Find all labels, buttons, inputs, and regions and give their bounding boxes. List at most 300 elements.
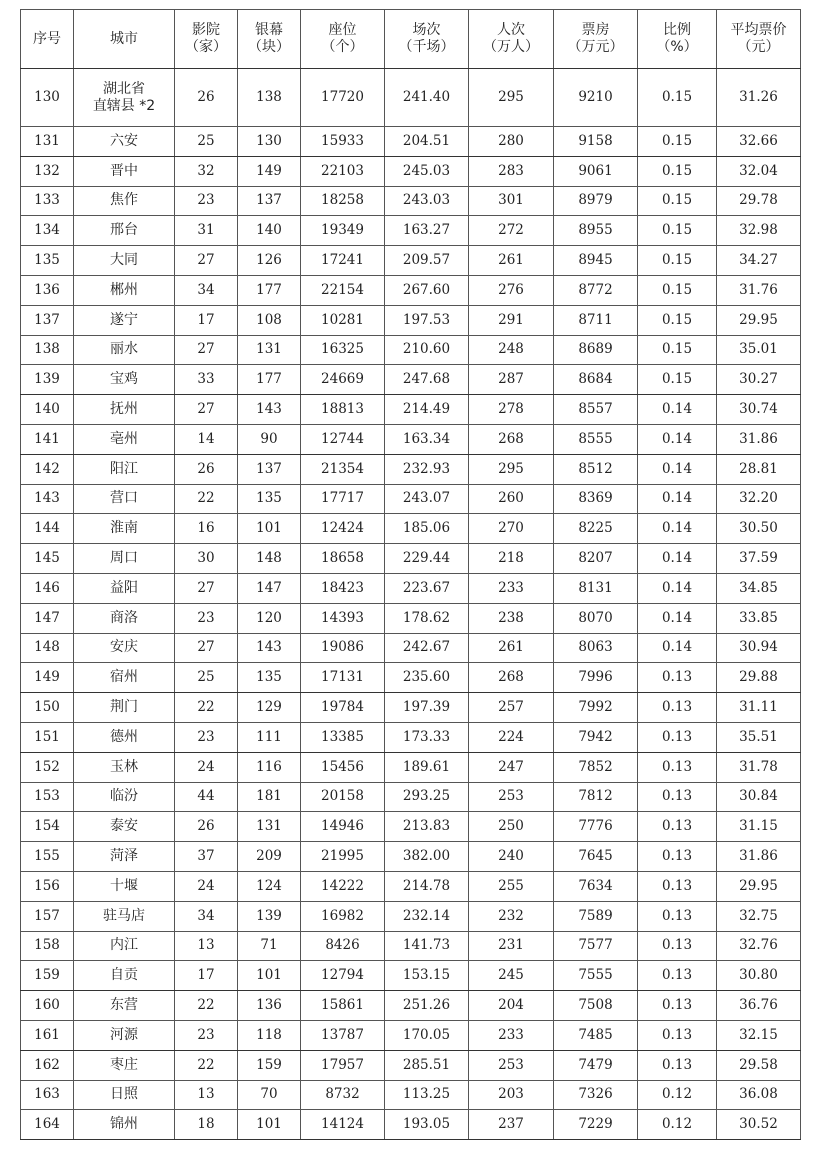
cell-shows: 153.15 bbox=[385, 961, 469, 991]
cell-box-office: 8945 bbox=[554, 246, 638, 276]
cell-admissions: 261 bbox=[469, 633, 554, 663]
cell-cinemas: 13 bbox=[175, 1080, 238, 1110]
cell-share: 0.15 bbox=[638, 216, 717, 246]
cell-seats: 15456 bbox=[301, 752, 385, 782]
cell-share: 0.13 bbox=[638, 961, 717, 991]
cell-seq: 146 bbox=[21, 573, 74, 603]
cell-avg-price: 31.78 bbox=[717, 752, 801, 782]
cell-share: 0.13 bbox=[638, 1020, 717, 1050]
cell-seats: 24669 bbox=[301, 365, 385, 395]
cell-box-office: 7812 bbox=[554, 782, 638, 812]
cell-avg-price: 33.85 bbox=[717, 603, 801, 633]
cell-shows: 232.14 bbox=[385, 901, 469, 931]
cell-admissions: 204 bbox=[469, 991, 554, 1021]
cell-admissions: 287 bbox=[469, 365, 554, 395]
cell-screens: 140 bbox=[238, 216, 301, 246]
cell-cinemas: 26 bbox=[175, 69, 238, 127]
cell-seq: 159 bbox=[21, 961, 74, 991]
cell-seats: 17720 bbox=[301, 69, 385, 127]
cell-box-office: 7942 bbox=[554, 722, 638, 752]
cell-seq: 133 bbox=[21, 186, 74, 216]
cell-cinemas: 27 bbox=[175, 395, 238, 425]
cell-screens: 116 bbox=[238, 752, 301, 782]
cell-city: 商洛 bbox=[74, 603, 175, 633]
cell-admissions: 255 bbox=[469, 871, 554, 901]
cell-seq: 143 bbox=[21, 484, 74, 514]
table-row bbox=[21, 901, 801, 931]
cell-avg-price: 30.27 bbox=[717, 365, 801, 395]
table-row bbox=[21, 395, 801, 425]
cell-shows: 382.00 bbox=[385, 842, 469, 872]
cell-city: 阳江 bbox=[74, 454, 175, 484]
cell-seats: 19349 bbox=[301, 216, 385, 246]
cell-shows: 214.78 bbox=[385, 871, 469, 901]
table-row bbox=[21, 1110, 801, 1140]
cell-cinemas: 30 bbox=[175, 544, 238, 574]
cell-box-office: 8369 bbox=[554, 484, 638, 514]
cell-cinemas: 22 bbox=[175, 484, 238, 514]
cell-shows: 189.61 bbox=[385, 752, 469, 782]
cell-seats: 18813 bbox=[301, 395, 385, 425]
cell-avg-price: 31.26 bbox=[717, 69, 801, 127]
cell-shows: 193.05 bbox=[385, 1110, 469, 1140]
cell-avg-price: 32.75 bbox=[717, 901, 801, 931]
cell-city: 大同 bbox=[74, 246, 175, 276]
cell-city: 泰安 bbox=[74, 812, 175, 842]
cell-seq: 160 bbox=[21, 991, 74, 1021]
cell-cinemas: 13 bbox=[175, 931, 238, 961]
cell-box-office: 7992 bbox=[554, 693, 638, 723]
cell-shows: 243.07 bbox=[385, 484, 469, 514]
header-label: 场次 bbox=[412, 22, 441, 38]
cell-shows: 243.03 bbox=[385, 186, 469, 216]
cell-shows: 245.03 bbox=[385, 156, 469, 186]
cell-cinemas: 34 bbox=[175, 275, 238, 305]
cell-seats: 22154 bbox=[301, 275, 385, 305]
header-col-shows bbox=[385, 10, 469, 69]
cell-cinemas: 32 bbox=[175, 156, 238, 186]
cell-cinemas: 17 bbox=[175, 305, 238, 335]
table-row bbox=[21, 573, 801, 603]
cell-seq: 134 bbox=[21, 216, 74, 246]
table-row bbox=[21, 991, 801, 1021]
cell-box-office: 7776 bbox=[554, 812, 638, 842]
table-row bbox=[21, 424, 801, 454]
cell-box-office: 8772 bbox=[554, 275, 638, 305]
cell-box-office: 8555 bbox=[554, 424, 638, 454]
header-label: 票房 bbox=[581, 22, 610, 38]
cell-screens: 111 bbox=[238, 722, 301, 752]
cell-admissions: 276 bbox=[469, 275, 554, 305]
cell-box-office: 7852 bbox=[554, 752, 638, 782]
cell-box-office: 8131 bbox=[554, 573, 638, 603]
cell-city: 宝鸡 bbox=[74, 365, 175, 395]
cell-screens: 135 bbox=[238, 663, 301, 693]
cell-seats: 18423 bbox=[301, 573, 385, 603]
cell-city: 郴州 bbox=[74, 275, 175, 305]
cell-seats: 21995 bbox=[301, 842, 385, 872]
cell-seq: 153 bbox=[21, 782, 74, 812]
cell-box-office: 8512 bbox=[554, 454, 638, 484]
cell-city: 东营 bbox=[74, 991, 175, 1021]
cell-share: 0.13 bbox=[638, 693, 717, 723]
cell-box-office: 7555 bbox=[554, 961, 638, 991]
cell-shows: 197.53 bbox=[385, 305, 469, 335]
cell-screens: 148 bbox=[238, 544, 301, 574]
cell-seats: 13787 bbox=[301, 1020, 385, 1050]
table-row bbox=[21, 127, 801, 157]
cell-admissions: 253 bbox=[469, 1050, 554, 1080]
header-col-seats bbox=[301, 10, 385, 69]
cell-admissions: 232 bbox=[469, 901, 554, 931]
cell-seats: 18258 bbox=[301, 186, 385, 216]
cell-cinemas: 27 bbox=[175, 246, 238, 276]
cell-avg-price: 30.74 bbox=[717, 395, 801, 425]
cell-screens: 138 bbox=[238, 69, 301, 127]
cell-shows: 163.34 bbox=[385, 424, 469, 454]
cell-city: 宿州 bbox=[74, 663, 175, 693]
cell-avg-price: 29.58 bbox=[717, 1050, 801, 1080]
cell-seats: 14393 bbox=[301, 603, 385, 633]
cell-city: 日照 bbox=[74, 1080, 175, 1110]
cell-share: 0.15 bbox=[638, 156, 717, 186]
cell-box-office: 7508 bbox=[554, 991, 638, 1021]
cell-seq: 148 bbox=[21, 633, 74, 663]
cell-seats: 10281 bbox=[301, 305, 385, 335]
cell-admissions: 233 bbox=[469, 573, 554, 603]
cell-seq: 140 bbox=[21, 395, 74, 425]
cell-share: 0.13 bbox=[638, 722, 717, 752]
cell-shows: 178.62 bbox=[385, 603, 469, 633]
cell-seq: 150 bbox=[21, 693, 74, 723]
table-row bbox=[21, 156, 801, 186]
cell-screens: 139 bbox=[238, 901, 301, 931]
header-label: 序号 bbox=[33, 30, 61, 47]
header-label: 银幕 bbox=[255, 22, 283, 38]
cell-seq: 163 bbox=[21, 1080, 74, 1110]
header-unit: （家） bbox=[185, 39, 227, 55]
cell-seq: 151 bbox=[21, 722, 74, 752]
cell-admissions: 291 bbox=[469, 305, 554, 335]
cell-share: 0.14 bbox=[638, 395, 717, 425]
cell-shows: 197.39 bbox=[385, 693, 469, 723]
cell-avg-price: 30.94 bbox=[717, 633, 801, 663]
cell-box-office: 8955 bbox=[554, 216, 638, 246]
cell-avg-price: 32.76 bbox=[717, 931, 801, 961]
cell-screens: 101 bbox=[238, 961, 301, 991]
cell-screens: 90 bbox=[238, 424, 301, 454]
cell-seq: 156 bbox=[21, 871, 74, 901]
cell-share: 0.12 bbox=[638, 1080, 717, 1110]
cell-admissions: 268 bbox=[469, 424, 554, 454]
cell-seq: 157 bbox=[21, 901, 74, 931]
cell-cinemas: 22 bbox=[175, 991, 238, 1021]
cell-city: 晋中 bbox=[74, 156, 175, 186]
cell-box-office: 7326 bbox=[554, 1080, 638, 1110]
cell-box-office: 9210 bbox=[554, 69, 638, 127]
cell-avg-price: 35.51 bbox=[717, 722, 801, 752]
cell-city: 荆门 bbox=[74, 693, 175, 723]
cell-screens: 177 bbox=[238, 275, 301, 305]
cell-screens: 101 bbox=[238, 1110, 301, 1140]
header-unit: （%） bbox=[656, 39, 698, 55]
header-col-share bbox=[638, 10, 717, 69]
cell-seq: 142 bbox=[21, 454, 74, 484]
table-row bbox=[21, 216, 801, 246]
cell-seq: 137 bbox=[21, 305, 74, 335]
cell-cinemas: 26 bbox=[175, 454, 238, 484]
cell-cinemas: 23 bbox=[175, 722, 238, 752]
header-unit: （个） bbox=[321, 39, 364, 55]
cell-seq: 145 bbox=[21, 544, 74, 574]
cell-share: 0.13 bbox=[638, 901, 717, 931]
cell-avg-price: 30.84 bbox=[717, 782, 801, 812]
cell-admissions: 270 bbox=[469, 514, 554, 544]
cell-shows: 214.49 bbox=[385, 395, 469, 425]
cell-avg-price: 29.78 bbox=[717, 186, 801, 216]
cell-seats: 17957 bbox=[301, 1050, 385, 1080]
cell-seats: 14124 bbox=[301, 1110, 385, 1140]
cell-shows: 185.06 bbox=[385, 514, 469, 544]
cell-seats: 17717 bbox=[301, 484, 385, 514]
cell-cinemas: 27 bbox=[175, 335, 238, 365]
header-col-seq bbox=[21, 10, 74, 69]
header-unit: （块） bbox=[248, 39, 290, 55]
cell-seats: 16325 bbox=[301, 335, 385, 365]
cell-admissions: 250 bbox=[469, 812, 554, 842]
cell-seq: 141 bbox=[21, 424, 74, 454]
cell-screens: 124 bbox=[238, 871, 301, 901]
header-unit: （万人） bbox=[483, 39, 539, 55]
cell-box-office: 8070 bbox=[554, 603, 638, 633]
cell-shows: 141.73 bbox=[385, 931, 469, 961]
cell-box-office: 7229 bbox=[554, 1110, 638, 1140]
cell-shows: 285.51 bbox=[385, 1050, 469, 1080]
cell-seats: 16982 bbox=[301, 901, 385, 931]
cell-screens: 137 bbox=[238, 454, 301, 484]
cell-cinemas: 24 bbox=[175, 752, 238, 782]
cell-city: 遂宁 bbox=[74, 305, 175, 335]
table-row bbox=[21, 782, 801, 812]
cell-city: 菏泽 bbox=[74, 842, 175, 872]
table-row bbox=[21, 961, 801, 991]
cell-city: 六安 bbox=[74, 127, 175, 157]
table-row bbox=[21, 186, 801, 216]
cell-cinemas: 23 bbox=[175, 1020, 238, 1050]
table-row bbox=[21, 544, 801, 574]
cell-box-office: 7634 bbox=[554, 871, 638, 901]
cell-city: 枣庄 bbox=[74, 1050, 175, 1080]
cell-city: 德州 bbox=[74, 722, 175, 752]
cell-box-office: 8689 bbox=[554, 335, 638, 365]
table-row bbox=[21, 812, 801, 842]
cell-box-office: 8063 bbox=[554, 633, 638, 663]
cell-admissions: 253 bbox=[469, 782, 554, 812]
cell-seq: 155 bbox=[21, 842, 74, 872]
cell-seats: 19086 bbox=[301, 633, 385, 663]
cell-shows: 235.60 bbox=[385, 663, 469, 693]
cell-seats: 17241 bbox=[301, 246, 385, 276]
cell-share: 0.13 bbox=[638, 1050, 717, 1080]
cell-seats: 15861 bbox=[301, 991, 385, 1021]
table-row bbox=[21, 454, 801, 484]
header-col-city bbox=[74, 10, 175, 69]
cell-seq: 162 bbox=[21, 1050, 74, 1080]
cell-share: 0.15 bbox=[638, 186, 717, 216]
table-row bbox=[21, 275, 801, 305]
cell-admissions: 295 bbox=[469, 69, 554, 127]
cell-share: 0.14 bbox=[638, 544, 717, 574]
cell-seats: 12744 bbox=[301, 424, 385, 454]
cell-avg-price: 34.27 bbox=[717, 246, 801, 276]
cell-cinemas: 26 bbox=[175, 812, 238, 842]
table-row bbox=[21, 1020, 801, 1050]
cell-share: 0.13 bbox=[638, 931, 717, 961]
table-row bbox=[21, 693, 801, 723]
cell-box-office: 7589 bbox=[554, 901, 638, 931]
cell-screens: 71 bbox=[238, 931, 301, 961]
cell-seq: 130 bbox=[21, 69, 74, 127]
cell-avg-price: 34.85 bbox=[717, 573, 801, 603]
cell-admissions: 233 bbox=[469, 1020, 554, 1050]
cell-avg-price: 32.04 bbox=[717, 156, 801, 186]
cell-seats: 20158 bbox=[301, 782, 385, 812]
cell-seq: 164 bbox=[21, 1110, 74, 1140]
header-col-box-office bbox=[554, 10, 638, 69]
cell-city: 益阳 bbox=[74, 573, 175, 603]
cell-seats: 22103 bbox=[301, 156, 385, 186]
header-unit: （万元） bbox=[567, 39, 624, 55]
cell-cinemas: 23 bbox=[175, 186, 238, 216]
cell-admissions: 203 bbox=[469, 1080, 554, 1110]
header-label: 平均票价 bbox=[730, 22, 787, 38]
cell-screens: 131 bbox=[238, 335, 301, 365]
cell-screens: 209 bbox=[238, 842, 301, 872]
cell-box-office: 8207 bbox=[554, 544, 638, 574]
table-row bbox=[21, 633, 801, 663]
cell-screens: 159 bbox=[238, 1050, 301, 1080]
cell-avg-price: 32.20 bbox=[717, 484, 801, 514]
cell-city: 临汾 bbox=[74, 782, 175, 812]
header-row bbox=[21, 10, 801, 69]
table-body bbox=[21, 69, 801, 1140]
cell-box-office: 8225 bbox=[554, 514, 638, 544]
cell-city: 抚州 bbox=[74, 395, 175, 425]
cell-admissions: 280 bbox=[469, 127, 554, 157]
cell-seq: 144 bbox=[21, 514, 74, 544]
cell-seq: 158 bbox=[21, 931, 74, 961]
cell-admissions: 268 bbox=[469, 663, 554, 693]
cell-avg-price: 35.01 bbox=[717, 335, 801, 365]
cell-share: 0.14 bbox=[638, 603, 717, 633]
cell-share: 0.13 bbox=[638, 871, 717, 901]
cell-avg-price: 37.59 bbox=[717, 544, 801, 574]
cell-shows: 293.25 bbox=[385, 782, 469, 812]
cell-cinemas: 24 bbox=[175, 871, 238, 901]
cell-box-office: 9158 bbox=[554, 127, 638, 157]
cell-box-office: 8557 bbox=[554, 395, 638, 425]
table-row bbox=[21, 663, 801, 693]
cell-admissions: 245 bbox=[469, 961, 554, 991]
cell-avg-price: 28.81 bbox=[717, 454, 801, 484]
cell-seq: 138 bbox=[21, 335, 74, 365]
cell-box-office: 7577 bbox=[554, 931, 638, 961]
cell-seats: 8732 bbox=[301, 1080, 385, 1110]
header-col-admissions bbox=[469, 10, 554, 69]
cell-share: 0.13 bbox=[638, 752, 717, 782]
cell-screens: 137 bbox=[238, 186, 301, 216]
cell-seq: 132 bbox=[21, 156, 74, 186]
cell-avg-price: 31.86 bbox=[717, 424, 801, 454]
cell-share: 0.12 bbox=[638, 1110, 717, 1140]
cell-avg-price: 29.95 bbox=[717, 871, 801, 901]
cell-seq: 149 bbox=[21, 663, 74, 693]
cell-share: 0.13 bbox=[638, 991, 717, 1021]
cell-shows: 242.67 bbox=[385, 633, 469, 663]
cell-seq: 139 bbox=[21, 365, 74, 395]
cell-shows: 241.40 bbox=[385, 69, 469, 127]
cell-avg-price: 29.95 bbox=[717, 305, 801, 335]
cell-screens: 126 bbox=[238, 246, 301, 276]
cell-share: 0.15 bbox=[638, 305, 717, 335]
cell-shows: 170.05 bbox=[385, 1020, 469, 1050]
cell-seq: 136 bbox=[21, 275, 74, 305]
table-row bbox=[21, 484, 801, 514]
cell-share: 0.13 bbox=[638, 663, 717, 693]
cell-avg-price: 31.11 bbox=[717, 693, 801, 723]
cell-city: 邢台 bbox=[74, 216, 175, 246]
cell-shows: 223.67 bbox=[385, 573, 469, 603]
cell-screens: 130 bbox=[238, 127, 301, 157]
cell-screens: 131 bbox=[238, 812, 301, 842]
table-row bbox=[21, 514, 801, 544]
cell-admissions: 278 bbox=[469, 395, 554, 425]
cell-shows: 247.68 bbox=[385, 365, 469, 395]
cell-cinemas: 16 bbox=[175, 514, 238, 544]
cell-share: 0.14 bbox=[638, 424, 717, 454]
cell-cinemas: 23 bbox=[175, 603, 238, 633]
cell-seq: 152 bbox=[21, 752, 74, 782]
header-label: 座位 bbox=[328, 22, 357, 38]
cell-cinemas: 25 bbox=[175, 127, 238, 157]
header-label: 人次 bbox=[497, 22, 525, 38]
cell-seats: 8426 bbox=[301, 931, 385, 961]
cell-shows: 267.60 bbox=[385, 275, 469, 305]
cell-share: 0.14 bbox=[638, 454, 717, 484]
cell-city: 自贡 bbox=[74, 961, 175, 991]
cell-seq: 131 bbox=[21, 127, 74, 157]
cell-seq: 154 bbox=[21, 812, 74, 842]
cell-admissions: 237 bbox=[469, 1110, 554, 1140]
cell-shows: 232.93 bbox=[385, 454, 469, 484]
header-label: 影院 bbox=[192, 22, 220, 38]
cell-seats: 15933 bbox=[301, 127, 385, 157]
cell-cinemas: 33 bbox=[175, 365, 238, 395]
cell-seats: 14222 bbox=[301, 871, 385, 901]
cell-shows: 163.27 bbox=[385, 216, 469, 246]
cell-cinemas: 25 bbox=[175, 663, 238, 693]
cell-box-office: 7485 bbox=[554, 1020, 638, 1050]
cell-cinemas: 44 bbox=[175, 782, 238, 812]
cell-avg-price: 29.88 bbox=[717, 663, 801, 693]
cell-box-office: 9061 bbox=[554, 156, 638, 186]
cell-avg-price: 32.15 bbox=[717, 1020, 801, 1050]
table-row bbox=[21, 842, 801, 872]
cell-avg-price: 30.80 bbox=[717, 961, 801, 991]
cell-screens: 101 bbox=[238, 514, 301, 544]
cell-admissions: 224 bbox=[469, 722, 554, 752]
table-row bbox=[21, 246, 801, 276]
